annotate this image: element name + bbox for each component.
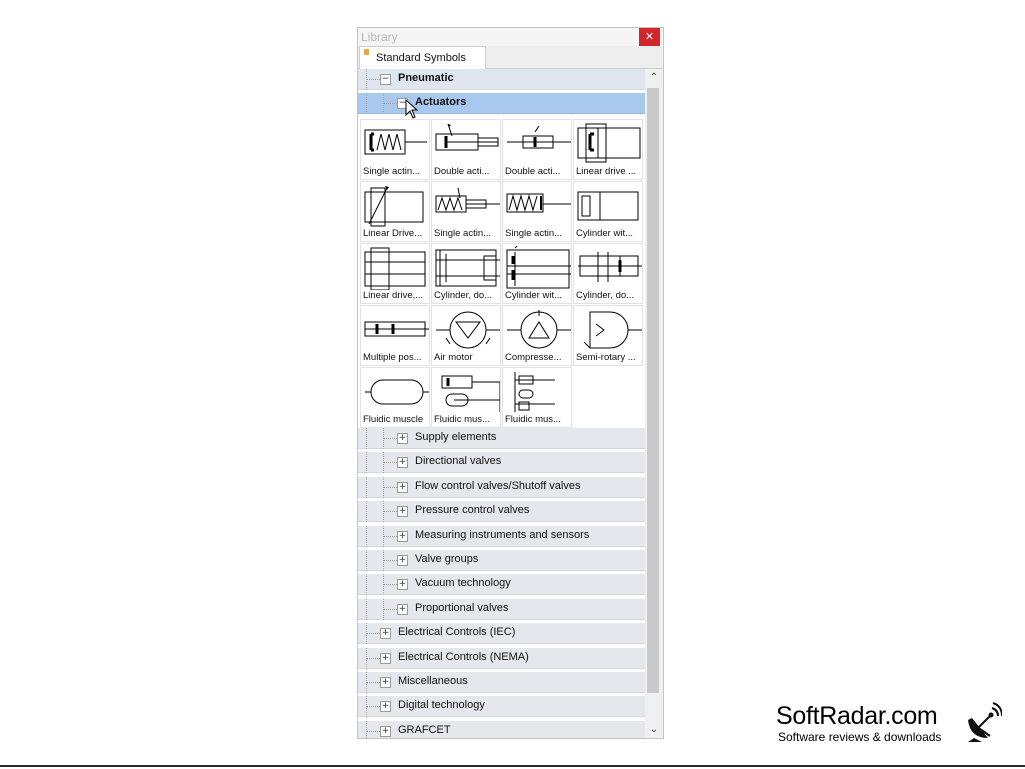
tree-node-label: Digital technology (398, 699, 485, 712)
pin-icon[interactable] (364, 49, 369, 55)
expand-icon[interactable]: + (381, 725, 390, 736)
expand-icon[interactable]: + (398, 530, 407, 541)
tree-node[interactable] (358, 574, 645, 595)
tab-standard-symbols[interactable] (359, 46, 486, 69)
tree-node[interactable] (358, 428, 645, 449)
linear-drive-icon (576, 122, 642, 166)
symbol-label: Compresse... (505, 352, 562, 363)
cylinder-double-acting-multi-icon (576, 246, 642, 290)
tree-node[interactable] (358, 550, 645, 571)
linear-drive-slide-icon (363, 246, 429, 290)
symbol-label: Fluidic mus... (434, 414, 490, 425)
tree-node-label: Vacuum technology (415, 577, 511, 590)
symbol-tile[interactable] (360, 305, 430, 366)
tree-node-label: GRAFCET (398, 723, 451, 736)
symbol-tile[interactable] (360, 367, 430, 428)
symbol-tile[interactable] (502, 305, 572, 366)
tree-node[interactable] (358, 526, 645, 547)
symbol-label: Single actin... (434, 228, 492, 239)
double-acting-cylinder-through-rod-icon (505, 122, 571, 166)
symbol-label: Cylinder, do... (434, 290, 493, 301)
fluidic-muscle-icon (363, 370, 429, 414)
close-button[interactable]: ✕ (639, 28, 660, 46)
tree-node-label: Valve groups (415, 553, 479, 565)
tree-node-label: Actuators (415, 96, 467, 108)
expand-icon[interactable]: + (398, 433, 407, 443)
tree-node-label: Miscellaneous (398, 675, 468, 687)
library-panel (357, 27, 664, 739)
fluidic-muscle-valve-icon (434, 370, 500, 414)
symbol-label: Linear drive,... (363, 290, 424, 301)
multiple-position-cylinder-icon (363, 308, 429, 352)
tree-node-label: Electrical Controls (IEC) (398, 626, 516, 639)
expand-icon[interactable]: + (381, 652, 390, 663)
symbol-label: Fluidic mus... (505, 414, 561, 425)
symbol-label: Linear Drive... (363, 228, 423, 239)
symbol-tile[interactable] (431, 305, 501, 366)
symbol-label: Semi-rotary ... (576, 352, 636, 363)
vertical-scrollbar[interactable] (645, 69, 663, 739)
single-acting-cylinder-icon (434, 184, 500, 228)
symbol-tile[interactable] (360, 119, 430, 180)
expand-icon[interactable]: + (398, 579, 407, 590)
symbol-label: Cylinder, do... (576, 290, 635, 301)
expand-icon[interactable]: + (381, 677, 390, 687)
collapse-icon[interactable]: − (381, 74, 390, 84)
tree-node-label: Proportional valves (415, 601, 509, 614)
symbol-label: Double acti... (434, 166, 490, 177)
symbol-label: Multiple pos... (363, 352, 422, 363)
symbol-tile[interactable] (431, 119, 501, 180)
symbol-tile[interactable] (431, 181, 501, 242)
cylinder-double-rod-icon (434, 246, 500, 290)
symbol-label: Single actin... (505, 228, 563, 239)
tree-node[interactable] (358, 623, 645, 644)
cylinder-with-cushion-icon (576, 184, 642, 228)
tree-node[interactable] (358, 696, 645, 717)
symbol-tile[interactable] (431, 367, 501, 428)
symbol-label: Fluidic muscle (363, 414, 424, 425)
tree-node-label: Electrical Controls (NEMA) (398, 650, 529, 663)
tree-node-label: Supply elements (415, 431, 497, 443)
linear-drive-adjustable-icon (363, 184, 429, 228)
tree-node[interactable] (358, 452, 645, 473)
symbol-tile[interactable] (502, 367, 572, 428)
expand-icon[interactable]: + (381, 701, 390, 712)
scroll-down-button[interactable]: ⌄ (649, 724, 659, 735)
tree-node[interactable] (358, 672, 645, 693)
symbol-tile[interactable] (502, 119, 572, 180)
tree-view (358, 69, 645, 739)
cylinder-with-position-sensing-icon (505, 246, 571, 290)
tree-node-label: Measuring instruments and sensors (415, 528, 590, 541)
bottom-divider (0, 765, 1025, 767)
expand-icon[interactable]: + (381, 628, 390, 639)
symbol-label: Double acti... (505, 166, 561, 177)
fluidic-muscle-assembly-icon (505, 370, 571, 414)
expand-icon[interactable]: + (398, 457, 407, 468)
expand-icon[interactable]: + (398, 603, 407, 614)
scroll-thumb[interactable] (647, 88, 659, 693)
title-bar (358, 28, 663, 46)
watermark-name: SoftRadar.com (776, 702, 938, 730)
compressed-air-motor-icon (505, 308, 571, 352)
tree-node[interactable] (358, 501, 645, 522)
semi-rotary-actuator-icon (576, 308, 642, 352)
symbol-tile[interactable] (431, 243, 501, 304)
tree-node-label: Pressure control valves (415, 504, 530, 517)
tree-node-label: Pneumatic (398, 72, 454, 84)
tree-node[interactable] (358, 721, 645, 739)
expand-icon[interactable]: + (398, 481, 407, 492)
double-acting-cylinder-icon (434, 122, 500, 166)
tree-node-label: Directional valves (415, 455, 502, 468)
symbol-label: Linear drive ... (576, 166, 637, 177)
symbol-tile[interactable] (502, 243, 572, 304)
symbol-tile[interactable] (360, 243, 430, 304)
scroll-up-button[interactable]: ⌃ (649, 72, 659, 83)
expand-icon[interactable]: + (398, 555, 407, 565)
collapse-icon[interactable]: − (398, 98, 407, 108)
symbol-tile[interactable] (360, 181, 430, 242)
symbol-tile[interactable] (573, 305, 643, 366)
tree-node-actuators[interactable] (358, 93, 645, 114)
symbol-label: Cylinder wit... (576, 228, 634, 239)
tree-node-label: Flow control valves/Shutoff valves (415, 479, 581, 492)
tab-label: Standard Symbols (376, 52, 466, 64)
single-acting-cylinder-spring-icon (363, 122, 429, 166)
symbol-tile[interactable] (573, 181, 643, 242)
watermark-tagline: Software reviews & downloads (778, 730, 942, 744)
tree-node-pneumatic[interactable] (358, 69, 645, 90)
single-acting-cylinder-extended-icon (505, 184, 571, 228)
expand-icon[interactable]: + (398, 506, 407, 517)
tree-node[interactable] (358, 648, 645, 669)
symbol-tile[interactable] (502, 181, 572, 242)
symbol-label: Air motor (434, 352, 473, 363)
symbol-tile[interactable] (573, 119, 643, 180)
symbol-label: Single actin... (363, 166, 421, 177)
symbol-tile[interactable] (573, 243, 643, 304)
satellite-dish-icon (964, 702, 1002, 744)
air-motor-icon (434, 308, 500, 352)
tab-bar (358, 46, 663, 69)
mouse-cursor-icon (405, 99, 419, 119)
symbol-label: Cylinder wit... (505, 290, 563, 301)
tree-node[interactable] (358, 599, 645, 620)
window-title: Library (361, 30, 398, 44)
tree-node[interactable] (358, 477, 645, 498)
